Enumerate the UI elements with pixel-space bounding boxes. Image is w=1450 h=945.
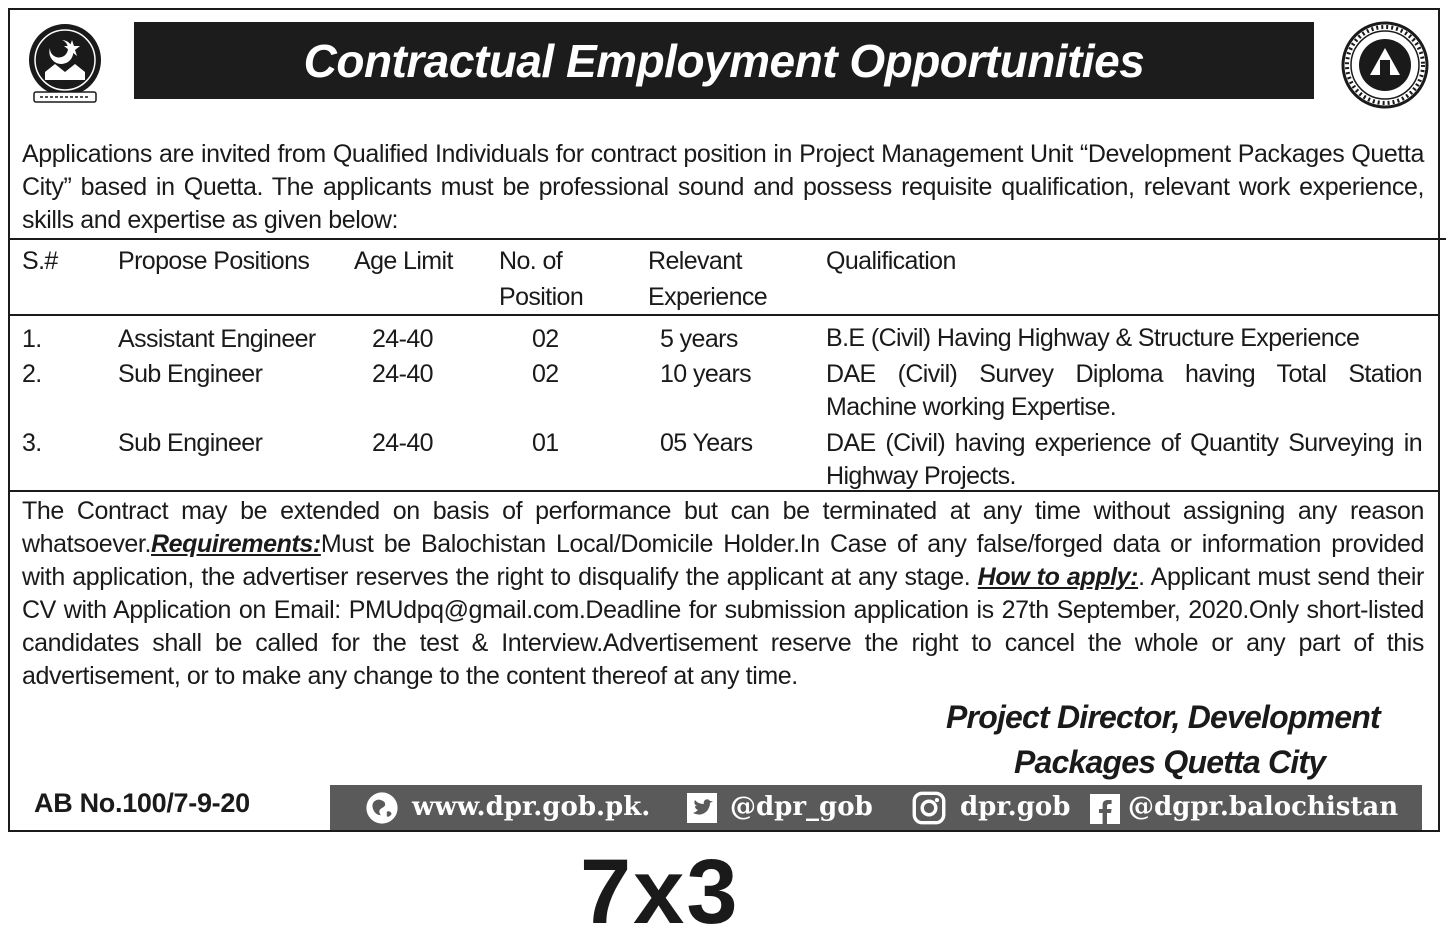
signature-line-2: Packages Quetta City xyxy=(1014,744,1326,780)
header-age: Age Limit xyxy=(354,247,453,275)
instagram-link[interactable]: dpr.gob xyxy=(960,792,1071,822)
header-count-line1: No. of xyxy=(499,247,563,275)
website-link[interactable]: www.dpr.gob.pk. xyxy=(412,792,651,822)
facebook-icon xyxy=(1090,794,1120,824)
table-row-1-age: 24-40 xyxy=(372,325,433,353)
ab-number: AB No.100/7-9-20 xyxy=(34,788,250,818)
instagram-icon xyxy=(912,791,946,825)
table-row-1-count: 02 xyxy=(532,325,559,353)
ad-size-label: 7x3 xyxy=(580,841,740,943)
requirements-text: Must be Balochistan Local/Domicile Holder.In Case of any false/forged data or information provided with application, the advertiser reserves the right to disqualify the applicant at any stage. xyxy=(22,530,1424,591)
table-row-1-sno: 1. xyxy=(22,325,42,353)
header-count-line2: Position xyxy=(499,283,584,311)
terms-text: The Contract may be extended on basis of performance but can be terminated at any time without assigning any reason whatsoever. xyxy=(22,497,1424,558)
table-row-2-age: 24-40 xyxy=(372,360,433,388)
globe-icon xyxy=(364,790,400,826)
terms-paragraph xyxy=(22,495,1424,693)
balochistan-emblem-icon xyxy=(20,20,110,110)
facebook-link[interactable]: @dgpr.balochistan xyxy=(1128,792,1399,822)
table-row-2-qualification: DAE (Civil) Survey Diploma having Total Station Machine working Expertise. xyxy=(826,360,1422,421)
twitter-icon xyxy=(687,793,717,823)
table-row-3-age: 24-40 xyxy=(372,429,433,457)
social-links-bar xyxy=(330,785,1422,830)
twitter-link[interactable]: @dpr_gob xyxy=(730,792,873,822)
requirements-label: Requirements: xyxy=(151,530,321,558)
table-row-1-position: Assistant Engineer xyxy=(118,325,316,353)
table-row-3-position: Sub Engineer xyxy=(118,429,263,457)
dgpr-seal-icon xyxy=(1340,20,1430,110)
header-exp-line2: Experience xyxy=(648,283,768,311)
header-qualification: Qualification xyxy=(826,247,956,275)
table-row-2-position: Sub Engineer xyxy=(118,360,263,388)
table-row-2-count: 02 xyxy=(532,360,559,388)
table-top-rule xyxy=(10,238,1446,240)
intro-paragraph: Applications are invited from Qualified Individuals for contract position in Project Management Unit “Development Packages Quetta City” based in Quetta. The applicants must be professional sound and possess requisite qualification, relevant work experience, skills and expertise as given below: xyxy=(22,140,1424,234)
page-title: Contractual Employment Opportunities xyxy=(134,22,1314,99)
header-position: Propose Positions xyxy=(118,247,310,275)
table-row-3-count: 01 xyxy=(532,429,559,457)
how-to-apply-label: How to apply: xyxy=(977,563,1139,591)
table-row-2-experience: 10 years xyxy=(660,360,752,388)
header-sno: S.# xyxy=(22,247,58,275)
table-row-3-experience: 05 Years xyxy=(660,429,753,457)
table-row-3-sno: 3. xyxy=(22,429,42,457)
table-row-2-sno: 2. xyxy=(22,360,42,388)
header-exp-line1: Relevant xyxy=(648,247,742,275)
table-row-3-qualification: DAE (Civil) having experience of Quantity Surveying in Highway Projects. xyxy=(826,429,1422,490)
signature-line-1: Project Director, Development xyxy=(946,699,1380,735)
table-row-1-experience: 5 years xyxy=(660,325,738,353)
table-row-1-qualification: B.E (Civil) Having Highway & Structure Experience xyxy=(826,324,1360,352)
how-to-apply-text: . Applicant must send their CV with Application on Email: PMUdpq@gmail.com.Deadline for submission application is 27th September, 2020.Only short-listed candidates shall be called for the test & Interview.Advertisement reserve the right to cancel the whole or any part of this advertisement, or to make any change to the content thereof at any time. xyxy=(22,563,1424,690)
